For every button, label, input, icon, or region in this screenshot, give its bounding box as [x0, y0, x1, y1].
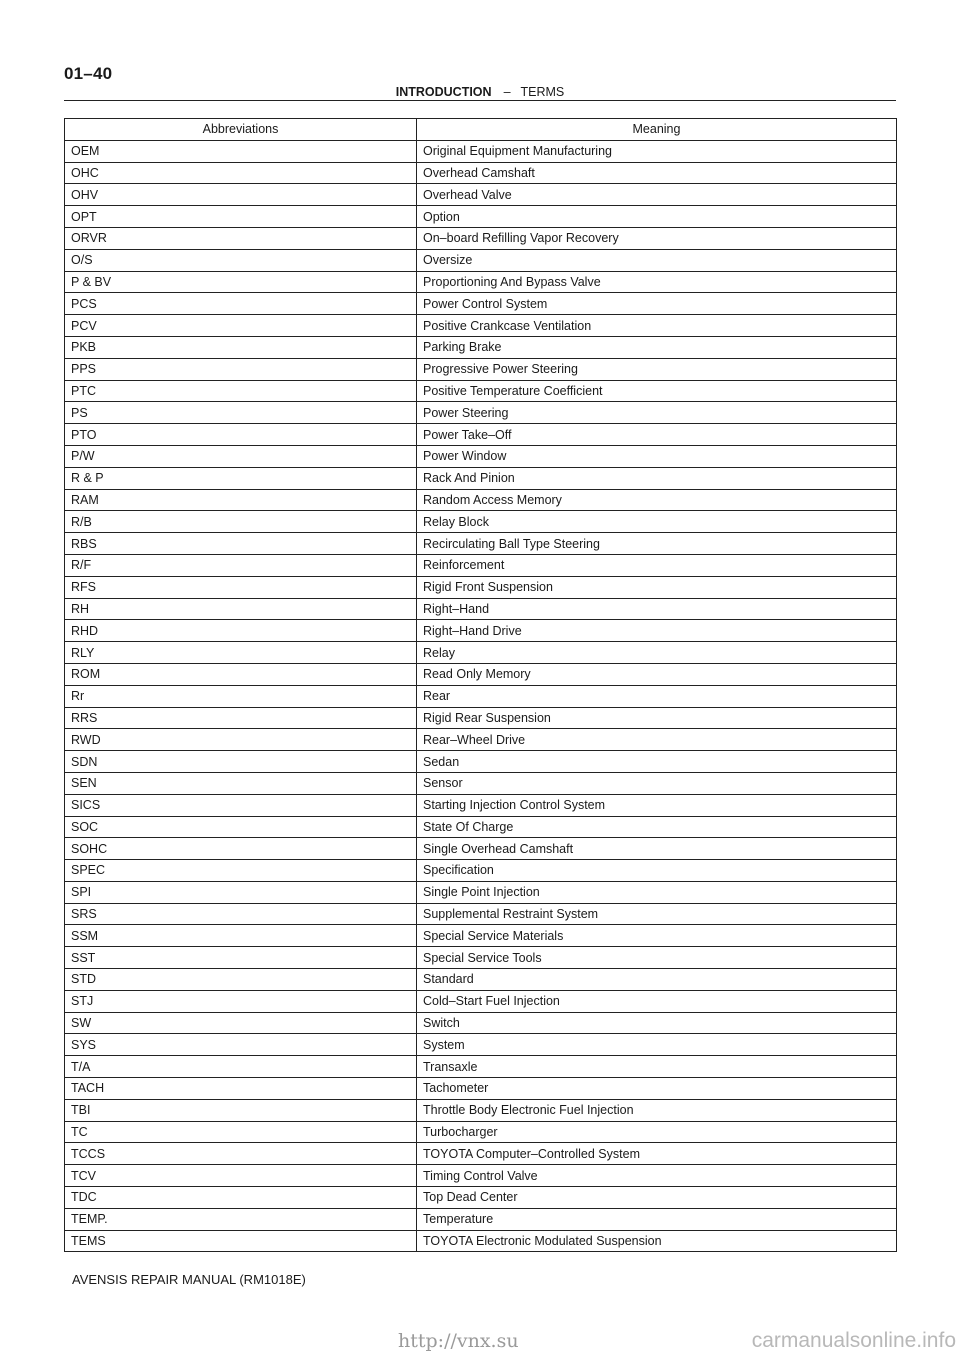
meaning-cell: Positive Crankcase Ventilation	[417, 315, 897, 337]
meaning-cell: Overhead Camshaft	[417, 162, 897, 184]
meaning-cell: Right–Hand	[417, 598, 897, 620]
meaning-cell: Special Service Materials	[417, 925, 897, 947]
meaning-cell: Recirculating Ball Type Steering	[417, 533, 897, 555]
abbreviation-cell: OHV	[65, 184, 417, 206]
table-row	[65, 838, 897, 860]
abbreviation-cell: SRS	[65, 903, 417, 925]
table-row	[65, 1143, 897, 1165]
table-row	[65, 445, 897, 467]
table-row	[65, 969, 897, 991]
meaning-cell: Power Take–Off	[417, 424, 897, 446]
table-row	[65, 227, 897, 249]
table-row	[65, 620, 897, 642]
abbreviation-cell: R/F	[65, 554, 417, 576]
abbreviation-cell: RBS	[65, 533, 417, 555]
table-row	[65, 1165, 897, 1187]
abbreviation-cell: P/W	[65, 445, 417, 467]
abbreviation-cell: TBI	[65, 1099, 417, 1121]
meaning-cell: TOYOTA Electronic Modulated Suspension	[417, 1230, 897, 1252]
table-row	[65, 467, 897, 489]
table-row	[65, 1012, 897, 1034]
meaning-cell: Timing Control Valve	[417, 1165, 897, 1187]
section-title: INTRODUCTION	[395, 85, 492, 99]
table-row	[65, 925, 897, 947]
table-row	[65, 1208, 897, 1230]
abbreviation-cell: T/A	[65, 1056, 417, 1078]
table-row	[65, 533, 897, 555]
table-row	[65, 1078, 897, 1100]
meaning-cell: Rear	[417, 685, 897, 707]
meaning-cell: Sedan	[417, 751, 897, 773]
meaning-cell: Transaxle	[417, 1056, 897, 1078]
meaning-cell: Rigid Rear Suspension	[417, 707, 897, 729]
abbreviation-cell: TC	[65, 1121, 417, 1143]
table-row	[65, 1230, 897, 1252]
abbreviation-cell: RFS	[65, 576, 417, 598]
meaning-cell: Option	[417, 206, 897, 228]
abbreviation-cell: ORVR	[65, 227, 417, 249]
meaning-cell: Positive Temperature Coefficient	[417, 380, 897, 402]
table-row	[65, 816, 897, 838]
abbreviation-cell: OEM	[65, 140, 417, 162]
terms-table	[64, 118, 897, 1252]
abbreviation-cell: TEMP.	[65, 1208, 417, 1230]
table-row	[65, 206, 897, 228]
table-row	[65, 1034, 897, 1056]
abbreviation-cell: TCCS	[65, 1143, 417, 1165]
abbreviation-cell: SOC	[65, 816, 417, 838]
meaning-cell: Oversize	[417, 249, 897, 271]
table-row	[65, 1099, 897, 1121]
meaning-cell: Random Access Memory	[417, 489, 897, 511]
table-row	[65, 424, 897, 446]
abbreviation-cell: SW	[65, 1012, 417, 1034]
abbreviation-cell: PCS	[65, 293, 417, 315]
table-header-row	[65, 119, 897, 141]
meaning-cell: Power Control System	[417, 293, 897, 315]
table-row	[65, 881, 897, 903]
table-row	[65, 162, 897, 184]
abbreviation-cell: PKB	[65, 336, 417, 358]
meaning-cell: State Of Charge	[417, 816, 897, 838]
abbreviation-cell: RWD	[65, 729, 417, 751]
meaning-cell: Reinforcement	[417, 554, 897, 576]
table-row	[65, 358, 897, 380]
table-row	[65, 685, 897, 707]
meaning-cell: Original Equipment Manufacturing	[417, 140, 897, 162]
abbreviation-cell: O/S	[65, 249, 417, 271]
table-row	[65, 903, 897, 925]
meaning-cell: TOYOTA Computer–Controlled System	[417, 1143, 897, 1165]
table-row	[65, 576, 897, 598]
table-row	[65, 598, 897, 620]
abbreviation-cell: Rr	[65, 685, 417, 707]
table-row	[65, 554, 897, 576]
meaning-cell: Turbocharger	[417, 1121, 897, 1143]
table-row	[65, 140, 897, 162]
abbreviation-cell: SDN	[65, 751, 417, 773]
watermark-site: carmanualsonline.info	[751, 1329, 956, 1352]
table-row	[65, 751, 897, 773]
abbreviation-cell: R/B	[65, 511, 417, 533]
table-row	[65, 271, 897, 293]
table-row	[65, 707, 897, 729]
meaning-cell: On–board Refilling Vapor Recovery	[417, 227, 897, 249]
meaning-cell: Rigid Front Suspension	[417, 576, 897, 598]
abbreviation-cell: STJ	[65, 990, 417, 1012]
abbreviation-cell: PTO	[65, 424, 417, 446]
table-row	[65, 293, 897, 315]
meaning-cell: Rack And Pinion	[417, 467, 897, 489]
abbreviation-cell: STD	[65, 969, 417, 991]
abbreviation-cell: TDC	[65, 1187, 417, 1209]
abbreviation-cell: R & P	[65, 467, 417, 489]
section-header	[0, 85, 960, 99]
abbreviation-cell: RLY	[65, 642, 417, 664]
table-row	[65, 249, 897, 271]
abbreviation-cell: PPS	[65, 358, 417, 380]
table-row	[65, 860, 897, 882]
abbreviation-cell: TACH	[65, 1078, 417, 1100]
abbreviation-cell: RRS	[65, 707, 417, 729]
meaning-cell: Specification	[417, 860, 897, 882]
abbreviation-cell: OHC	[65, 162, 417, 184]
abbreviation-cell: SICS	[65, 794, 417, 816]
watermark-url: http://vnx.su	[398, 1330, 519, 1352]
meaning-cell: Special Service Tools	[417, 947, 897, 969]
meaning-cell: Relay Block	[417, 511, 897, 533]
meaning-cell: Throttle Body Electronic Fuel Injection	[417, 1099, 897, 1121]
abbreviation-cell: SST	[65, 947, 417, 969]
table-row	[65, 315, 897, 337]
table-row	[65, 642, 897, 664]
abbreviation-cell: PS	[65, 402, 417, 424]
meaning-cell: Read Only Memory	[417, 663, 897, 685]
meaning-cell: Power Window	[417, 445, 897, 467]
abbreviation-cell: SSM	[65, 925, 417, 947]
meaning-cell: Overhead Valve	[417, 184, 897, 206]
table-row	[65, 947, 897, 969]
table-row	[65, 729, 897, 751]
table-row	[65, 1187, 897, 1209]
meaning-cell: Switch	[417, 1012, 897, 1034]
table-row	[65, 402, 897, 424]
abbreviation-cell: TCV	[65, 1165, 417, 1187]
table-row	[65, 1056, 897, 1078]
table-row	[65, 663, 897, 685]
meaning-cell: Relay	[417, 642, 897, 664]
table-row	[65, 489, 897, 511]
abbreviation-cell: RH	[65, 598, 417, 620]
abbreviation-cell: SOHC	[65, 838, 417, 860]
table-row	[65, 990, 897, 1012]
meaning-cell: Standard	[417, 969, 897, 991]
abbreviation-cell: SPEC	[65, 860, 417, 882]
column-header-meaning: Meaning	[417, 119, 897, 141]
table-row	[65, 511, 897, 533]
meaning-cell: Power Steering	[417, 402, 897, 424]
meaning-cell: Starting Injection Control System	[417, 794, 897, 816]
meaning-cell: Right–Hand Drive	[417, 620, 897, 642]
table-row	[65, 184, 897, 206]
abbreviation-cell: SYS	[65, 1034, 417, 1056]
terms-table-body	[65, 140, 897, 1252]
header-rule	[64, 100, 896, 101]
meaning-cell: Tachometer	[417, 1078, 897, 1100]
abbreviation-cell: ROM	[65, 663, 417, 685]
table-row	[65, 336, 897, 358]
meaning-cell: Proportioning And Bypass Valve	[417, 271, 897, 293]
table-row	[65, 794, 897, 816]
abbreviation-cell: PCV	[65, 315, 417, 337]
footer-manual-title: AVENSIS REPAIR MANUAL (RM1018E)	[72, 1272, 306, 1287]
abbreviation-cell: TEMS	[65, 1230, 417, 1252]
meaning-cell: Sensor	[417, 772, 897, 794]
abbreviation-cell: P & BV	[65, 271, 417, 293]
abbreviation-cell: SEN	[65, 772, 417, 794]
table-row	[65, 380, 897, 402]
meaning-cell: Parking Brake	[417, 336, 897, 358]
meaning-cell: Cold–Start Fuel Injection	[417, 990, 897, 1012]
meaning-cell: Temperature	[417, 1208, 897, 1230]
table-row	[65, 772, 897, 794]
meaning-cell: Top Dead Center	[417, 1187, 897, 1209]
table-row	[65, 1121, 897, 1143]
column-header-abbreviations: Abbreviations	[65, 119, 417, 141]
abbreviation-cell: RHD	[65, 620, 417, 642]
meaning-cell: Rear–Wheel Drive	[417, 729, 897, 751]
abbreviation-cell: SPI	[65, 881, 417, 903]
meaning-cell: Single Point Injection	[417, 881, 897, 903]
meaning-cell: Supplemental Restraint System	[417, 903, 897, 925]
section-separator: –	[503, 85, 511, 99]
abbreviation-cell: RAM	[65, 489, 417, 511]
meaning-cell: Progressive Power Steering	[417, 358, 897, 380]
meaning-cell: System	[417, 1034, 897, 1056]
meaning-cell: Single Overhead Camshaft	[417, 838, 897, 860]
abbreviation-cell: OPT	[65, 206, 417, 228]
page-number: 01–40	[64, 64, 113, 83]
abbreviation-cell: PTC	[65, 380, 417, 402]
subsection-title: TERMS	[520, 85, 565, 99]
